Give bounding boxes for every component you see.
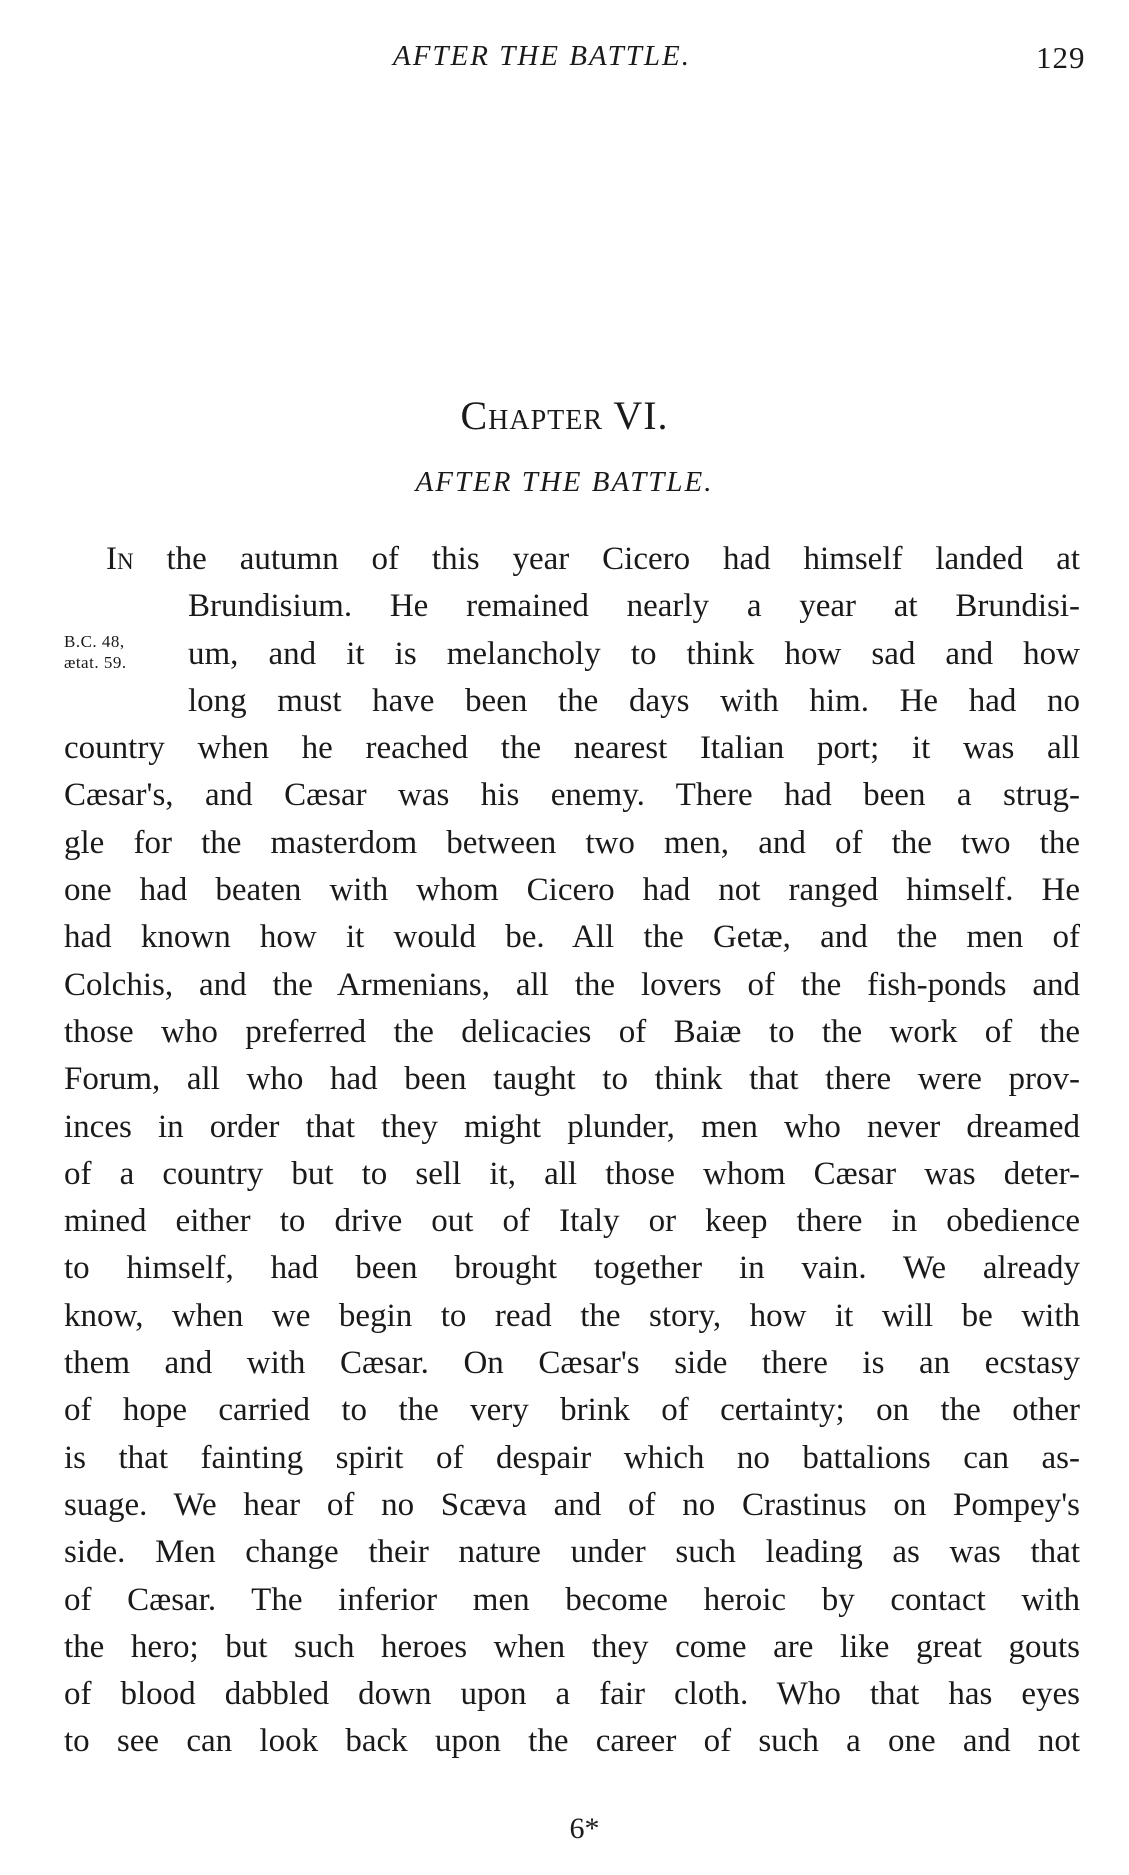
text-line: of Cæsar. The inferior men become heroic by contact with bbox=[64, 1581, 1080, 1618]
text-line: of a country but to sell it, all those whom Cæsar was deter- bbox=[64, 1155, 1080, 1192]
text-line: is that fainting spirit of despair which no battalions can as- bbox=[64, 1439, 1080, 1476]
text-line: Colchis, and the Armenians, all the lovers of the fish-ponds and bbox=[64, 966, 1080, 1003]
text-line: side. Men change their nature under such leading as was that bbox=[64, 1534, 1080, 1571]
sidenote-date: B.C. 48, bbox=[64, 632, 125, 651]
body-paragraph bbox=[64, 536, 1080, 1766]
chapter-title: AFTER THE BATTLE. bbox=[415, 466, 714, 498]
text-line: know, when we begin to read the story, how it will be with bbox=[64, 1297, 1080, 1334]
text-line: to see can look back upon the career of such a one and not bbox=[64, 1723, 1080, 1760]
text-line: those who preferred the delicacies of Baiæ to the work of the bbox=[64, 1013, 1080, 1050]
signature-mark: 6* bbox=[569, 1812, 600, 1845]
chapter-heading: Chapter VI. bbox=[460, 393, 669, 438]
text-line: inces in order that they might plunder, men who never dreamed bbox=[64, 1108, 1080, 1145]
text-line: In the autumn of this year Cicero had himself landed at bbox=[106, 541, 1081, 577]
text-line: suage. We hear of no Scæva and of no Crastinus on Pompey's bbox=[64, 1486, 1080, 1523]
text-line: long must have been the days with him. He had no bbox=[188, 682, 1080, 719]
sidenote-age: ætat. 59. bbox=[64, 653, 127, 672]
text-line: Cæsar's, and Cæsar was his enemy. There had been a strug- bbox=[64, 777, 1080, 814]
text-line: Forum, all who had been taught to think that there were prov- bbox=[64, 1061, 1080, 1098]
text-line: of blood dabbled down upon a fair cloth. Who that has eyes bbox=[64, 1676, 1080, 1713]
text-line: country when he reached the nearest Italian port; it was all bbox=[64, 730, 1080, 767]
text-line: Brundisium. He remained nearly a year at Brundisi- bbox=[188, 588, 1080, 625]
page-number: 129 bbox=[1036, 40, 1086, 75]
text-line: to himself, had been brought together in vain. We already bbox=[64, 1250, 1080, 1287]
text-line: the hero; but such heroes when they come are like great gouts bbox=[64, 1628, 1080, 1665]
running-title: AFTER THE BATTLE. bbox=[393, 40, 691, 72]
text-line: gle for the masterdom between two men, and of the two the bbox=[64, 824, 1080, 861]
text-line: um, and it is melancholy to think how sad and how bbox=[188, 635, 1080, 672]
text-line: had known how it would be. All the Getæ, and the men of bbox=[64, 919, 1080, 956]
running-header bbox=[0, 40, 1129, 80]
text-line: mined either to drive out of Italy or keep there in obedience bbox=[64, 1203, 1080, 1240]
drop-first-word: In bbox=[106, 541, 134, 577]
text-line: them and with Cæsar. On Cæsar's side there is an ecstasy bbox=[64, 1345, 1080, 1382]
text-line: one had beaten with whom Cicero had not ranged himself. He bbox=[64, 872, 1080, 909]
text-line: of hope carried to the very brink of certainty; on the other bbox=[64, 1392, 1080, 1429]
